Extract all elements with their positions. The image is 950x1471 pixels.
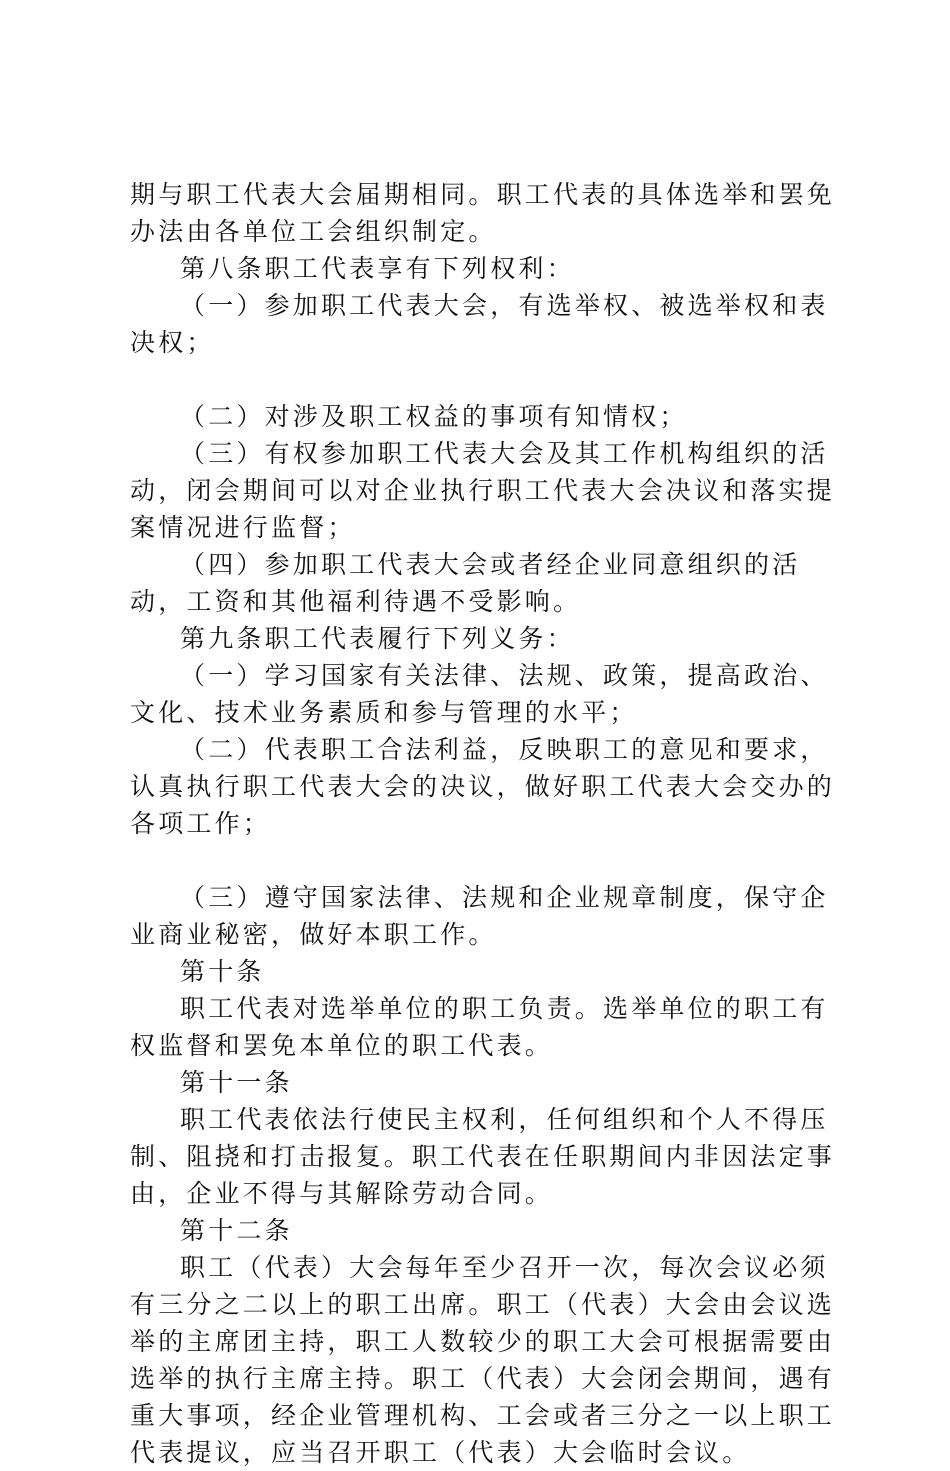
article-8-item-1: （一）参加职工代表大会，有选举权、被选举权和表决权；: [130, 291, 829, 357]
article-11-heading: 第十一条: [180, 1068, 293, 1097]
article-9-heading: 第九条职工代表履行下列义务：: [180, 624, 575, 653]
article-10-body: 职工代表对选举单位的职工负责。选举单位的职工有权监督和罢免本单位的职工代表。: [130, 994, 829, 1060]
article-9-item-3: （三）遵守国家法律、法规和企业规章制度，保守企业商业秘密，做好本职工作。: [130, 883, 829, 949]
article-8-heading: 第八条职工代表享有下列权利：: [180, 254, 575, 283]
article-12-heading: 第十二条: [180, 1216, 293, 1245]
article-8-item-3: （三）有权参加职工代表大会及其工作机构组织的活动，闭会期间可以对企业执行职工代表大会决议和落实提案情况进行监督；: [130, 439, 836, 542]
article-9-item-2: （二）代表职工合法利益，反映职工的意见和要求，认真执行职工代表大会的决议，做好职工代表大会交办的各项工作；: [130, 735, 836, 838]
article-8-item-4: （四）参加职工代表大会或者经企业同意组织的活动，工资和其他福利待遇不受影响。: [130, 550, 801, 616]
article-10-heading: 第十条: [180, 957, 265, 986]
article-9-item-1: （一）学习国家有关法律、法规、政策，提高政治、文化、技术业务素质和参与管理的水平；: [130, 661, 829, 727]
article-8-item-2: （二）对涉及职工权益的事项有知情权；: [180, 402, 688, 431]
paragraph-continued: 期与职工代表大会届期相同。职工代表的具体选举和罢免办法由各单位工会组织制定。: [130, 180, 836, 246]
document-body: [130, 176, 840, 1471]
article-12-body: 职工（代表）大会每年至少召开一次，每次会议必须有三分之二以上的职工出席。职工（代表）大会由会议选举的主席团主持，职工人数较少的职工大会可根据需要由选举的执行主席主持。职工（代表）大会闭会期间，遇有重大事项，经企业管理机构、工会或者三分之一以上职工代表提议，应当召开职工（代表）大会临时会议。: [130, 1253, 836, 1467]
article-11-body: 职工代表依法行使民主权利，任何组织和个人不得压制、阻挠和打击报复。职工代表在任职期间内非因法定事由，企业不得与其解除劳动合同。: [130, 1105, 836, 1208]
